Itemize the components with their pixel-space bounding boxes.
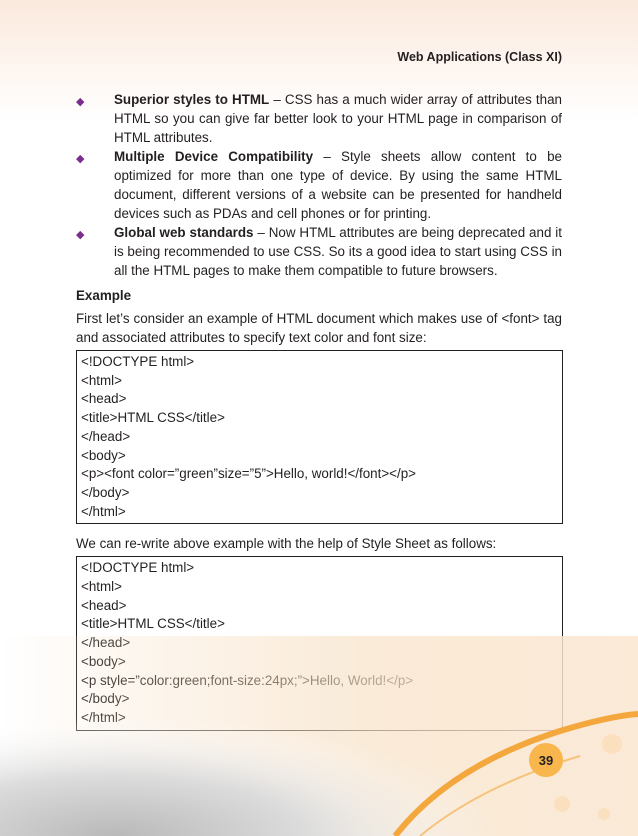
list-item	[76, 90, 562, 147]
bullet-text: – Style sheets allow content to be optimized for more than one type of device. By using the same HTML document, different versions of a website can be presented for handheld devices such as PDAs and cell phones or for printing.	[114, 149, 562, 221]
code-line: <p><font color=”green”size=”5”>Hello, world!</font></p>	[81, 466, 416, 482]
code-line: <html>	[81, 579, 122, 595]
code-line: <!DOCTYPE html>	[81, 560, 195, 576]
code-box-font-example	[76, 350, 563, 524]
list-item	[76, 223, 562, 280]
bullet-term: Global web standards	[114, 225, 254, 240]
diamond-bullet-icon: ◆	[76, 96, 85, 108]
page-number-badge: 39	[529, 743, 563, 777]
code-line: <body>	[81, 447, 126, 463]
bullet-term: Multiple Device Compatibility	[114, 149, 314, 164]
code-line: <html>	[81, 372, 122, 388]
diamond-bullet-icon: ◆	[76, 229, 85, 241]
bullet-text: – Now HTML attributes are being deprecated and it is being recommended to use CSS. So its a good idea to start using CSS in all the HTML pages to make them compatible to future browsers.	[114, 225, 562, 278]
code-line: </body>	[81, 484, 130, 500]
list-item	[76, 147, 562, 223]
code-line: <title>HTML CSS</title>	[81, 410, 225, 426]
code-line: <!DOCTYPE html>	[81, 354, 195, 369]
section-heading: Example	[76, 288, 132, 303]
example-intro: First let’s consider an example of HTML document which makes use of <font> tag and associated attributes to specify text color and font size:	[76, 311, 562, 345]
code-line: <head>	[81, 391, 127, 407]
code-line: </head>	[81, 428, 131, 444]
rewrite-intro: We can re-write above example with the help of Style Sheet as follows:	[76, 536, 497, 552]
page-content	[76, 90, 562, 731]
diamond-bullet-icon: ◆	[76, 153, 85, 165]
bullet-term: Superior styles to HTML	[114, 92, 270, 107]
code-line: <title>HTML CSS</title>	[81, 616, 225, 632]
running-header: Web Applications (Class XI)	[397, 50, 562, 64]
code-line: <head>	[81, 597, 127, 613]
bullet-text: – CSS has a much wider array of attributes than HTML so you can give far better look to your HTML page in comparison of HTML attributes.	[114, 92, 562, 145]
feature-list	[76, 90, 562, 280]
code-line: </html>	[81, 503, 126, 519]
decorative-globe-art	[0, 636, 638, 836]
